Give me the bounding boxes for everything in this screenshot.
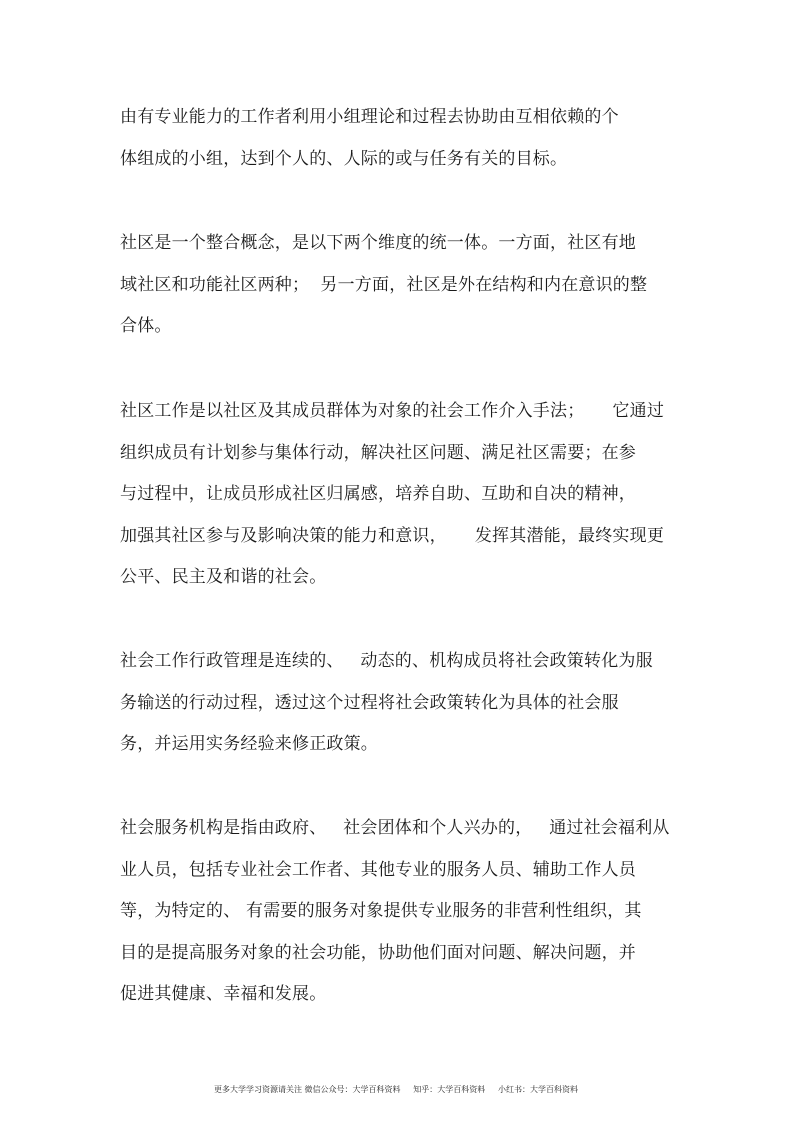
text-line: 促进其健康、幸福和发展。 [120, 984, 327, 1004]
text-line: 社区工作是以社区及其成员群体为对象的社会工作介入手法； 它通过 [120, 401, 665, 421]
paragraph-group-work [120, 97, 680, 180]
text-line: 与过程中，让成员形成社区归属感，培养自助、互助和自决的精神， [120, 484, 636, 504]
text-line: 合体。 [120, 316, 172, 336]
text-line: 域社区和功能社区两种； 另一方面，社区是外在结构和内在意识的整 [120, 274, 648, 295]
page-footer: 更多大学学习资源请关注 微信公众号：大学百科资料 知乎：大学百科资料 小红书：大学百科资料 [214, 1085, 578, 1094]
paragraph-administration [120, 641, 680, 766]
text-line: 组织成员有计划参与集体行动，解决社区问题、满足社区需要；在参 [120, 442, 636, 463]
text-line: 务，并运用实务经验来修正政策。 [120, 734, 378, 754]
paragraph-community-work [120, 391, 680, 599]
text-line: 社会工作行政管理是连续的、 动态的、机构成员将社会政策转化为服 [120, 651, 653, 671]
text-line: 业人员，包括专业社会工作者、其他专业的服务人员、辅助工作人员 [120, 859, 636, 880]
paragraph-service-agency [120, 808, 680, 1016]
text-line: 目的是提高服务对象的社会功能，协助他们面对问题、解决问题，并 [120, 942, 636, 963]
text-line: 加强其社区参与及影响决策的能力和意识， 发挥其潜能，最终实现更 [120, 525, 665, 546]
text-line: 社会服务机构是指由政府、 社会团体和个人兴办的， 通过社会福利从 [120, 818, 670, 838]
text-line: 由有专业能力的工作者利用小组理论和过程去协助由互相依赖的个 [120, 107, 619, 127]
paragraph-community [120, 223, 680, 348]
text-line: 体组成的小组，达到个人的、人际的或与任务有关的目标。 [120, 148, 568, 169]
text-line: 务输送的行动过程，透过这个过程将社会政策转化为具体的社会服 [120, 692, 619, 713]
text-line: 公平、民主及和谐的社会。 [120, 567, 327, 587]
text-line: 等，为特定的、 有需要的服务对象提供专业服务的非营利性组织，其 [120, 901, 642, 921]
text-line: 社区是一个整合概念，是以下两个维度的统一体。一方面，社区有地 [120, 233, 636, 253]
